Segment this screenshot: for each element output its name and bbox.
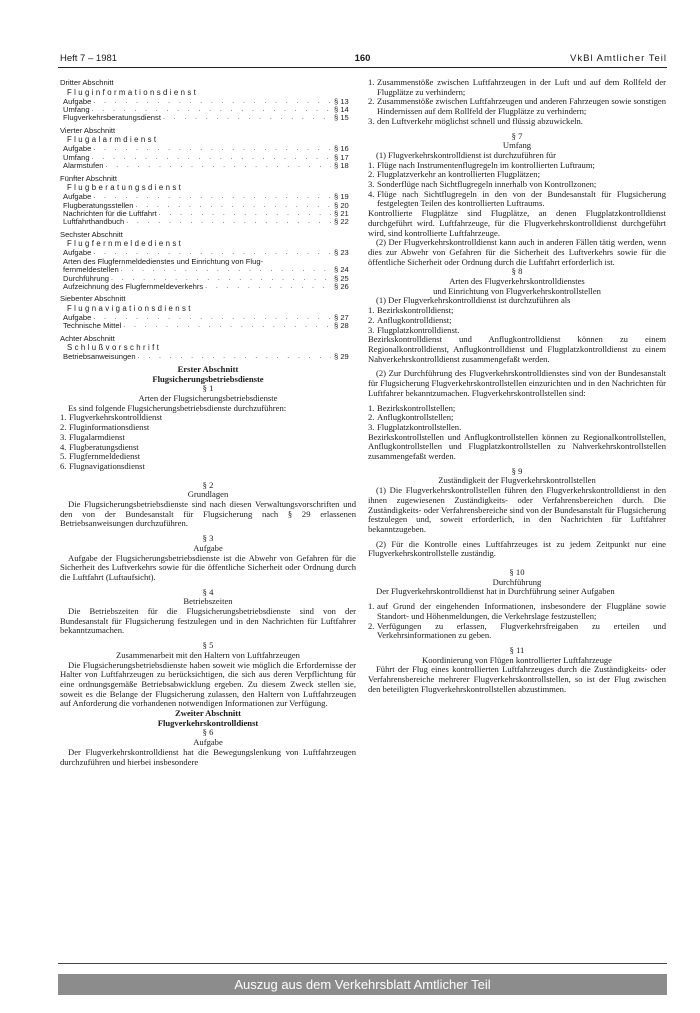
toc-block	[60, 334, 356, 362]
list-text: Anflugkontrolldienst;	[377, 314, 452, 325]
page-number: 160	[354, 53, 371, 64]
section-1-list	[60, 413, 356, 471]
list-text: auf Grund der eingehenden Informationen, insbesondere der Flugpläne sowie Standort- und Höhenmeldungen, die Verkehrslage festzustellen;	[377, 601, 666, 621]
section-5-text: Die Flugsicherungsbetriebsdienste haben soweit wie möglich die Erfordernisse der Halter von Luftfahrzeugen zu berücksichtigen, die sich aus deren Verpflichtung für eine ordnungsgemäße Betriebsabwicklung ergeben. Zu diesem Zweck stellen sie, soweit es die Belange der Flugsicherung zulassen, den Haltern von Luftfahrzeugen auf Anforderung die vorhandenen notwendigen Informationen zur Verfügung.	[60, 659, 356, 709]
toc-entry-title: Aufgabe	[63, 192, 92, 202]
toc-entry-title: Aufgabe	[63, 96, 92, 106]
toc-entry-paragraph: § 24	[334, 265, 349, 275]
toc-entry	[60, 114, 356, 122]
toc-entry-title: Aufgabe	[63, 248, 92, 258]
section-4-text: Die Betriebszeiten für die Flugsicherungsbetriebsdienste sind von der Bundesanstalt für Flugsicherung festzulegen und in den Nachrichten für Luftfahrer bekanntzumachen.	[60, 606, 356, 636]
section-9-number: § 9	[511, 465, 523, 476]
toc-leader-dots	[163, 114, 331, 122]
list-number: 1.	[60, 412, 67, 423]
section-5-title: Zusammenarbeit mit den Haltern von Luftfahrzeugen	[116, 649, 300, 660]
toc-section-name: Flugfernmeldedienst	[67, 239, 184, 249]
toc-entry-paragraph: § 15	[334, 113, 349, 123]
toc-section-name: Flugnavigationsdienst	[67, 304, 193, 314]
section-2-text: Die Flugsicherungsbetriebsdienste sind nach diesen Verwaltungsvorschriften und den von der Bundesanstalt für Flugsicherung nach § 29 erlassenen Betriebsanweisungen durchzuführen.	[60, 499, 356, 529]
section-8-title-2: und Einrichtung von Flugverkehrskontrollstellen	[433, 285, 601, 296]
list-text: Flugberatungsdienst	[69, 441, 139, 452]
toc-entry-title: Luftfahrthandbuch	[63, 217, 125, 227]
toc-entry-paragraph: § 21	[334, 209, 349, 219]
part2-subtitle: Flugverkehrskontrolldienst	[157, 717, 259, 728]
toc-section-label: Sechster Abschnitt	[60, 229, 123, 239]
toc-entry-paragraph: § 14	[334, 105, 349, 114]
section-7-list	[368, 161, 666, 210]
list-number: 1.	[368, 305, 375, 316]
section-1-title: Arten der Flugsicherungsbetriebsdienste	[138, 392, 278, 403]
toc-block	[60, 174, 356, 227]
toc-entry	[60, 322, 356, 330]
list-item	[368, 97, 666, 116]
publication-label: VkBl Amtlicher Teil	[570, 53, 667, 64]
toc-entry-title: Betriebsanweisungen	[63, 352, 136, 362]
list-text: Flüge nach Sichtflugregeln in den von der Bundesanstalt für Flugsicherung festgelegten Teilen des kontrollierten Luftraums.	[377, 188, 666, 209]
toc-entry-paragraph: § 26	[334, 282, 349, 292]
list-text: Verfügungen zu erlassen, Flugverkehrsfreigaben zu erteilen und Verkehrsinformationen zu geben.	[377, 620, 666, 641]
toc-entry	[60, 98, 356, 106]
toc-entry	[60, 145, 356, 153]
section-6-number: § 6	[202, 727, 214, 738]
toc-section-label: Dritter Abschnitt	[60, 78, 114, 87]
list-number: 2.	[368, 620, 375, 631]
section-11-title: Koordinierung von Flügen kontrollierter Luftfahrzeuge	[422, 654, 612, 665]
section-7-para1: (1) Flugverkehrskontrolldienst ist durchzuführen für	[376, 149, 556, 160]
list-number: 5.	[60, 451, 67, 462]
toc-entry-paragraph: § 23	[334, 248, 349, 258]
footer-banner: Auszug aus dem Verkehrsblatt Amtlicher Teil	[58, 974, 667, 995]
list-text: Flüge nach Instrumentenflugregeln im kontrollierten Luftraum;	[377, 159, 595, 170]
list-text: Fluginformationsdienst	[69, 422, 150, 433]
toc-section-name: Schlußvorschrift	[67, 343, 162, 353]
section-2-title: Grundlagen	[187, 489, 229, 500]
list-number: 2.	[368, 412, 375, 423]
list-text: Bezirkskontrolldienst;	[377, 305, 454, 316]
toc-entry-paragraph: § 18	[334, 161, 349, 171]
section-7-para2: (2) Der Flugverkehrskontrolldienst kann auch in anderen Fällen tätig werden, wenn dies zur Abwehr von Gefahren für die Sicherheit des Luftverkehrs sowie für die öffentliche Sicherheit oder Ordnung durch die Luftfahrt erforderlich ist.	[368, 237, 666, 267]
footer-rule	[58, 963, 667, 964]
toc-leader-dots	[106, 162, 331, 170]
toc-section-label: Fünfter Abschnitt	[60, 173, 117, 183]
section-3-title: Aufgabe	[193, 542, 223, 553]
toc-entry-paragraph: § 19	[334, 192, 349, 202]
toc-entry-title: Flugverkehrsberatungsdienst	[63, 113, 161, 123]
section-1-intro: Es sind folgende Flugsicherungsbetriebsdienste durchzuführen:	[68, 402, 287, 413]
toc-entry	[60, 218, 356, 226]
list-number: 1.	[368, 601, 375, 612]
toc-leader-dots	[205, 283, 331, 291]
list-text: Anflugkontrollstellen;	[377, 412, 454, 423]
section-4-title: Betriebszeiten	[183, 596, 233, 607]
list-number: 4.	[60, 441, 67, 452]
list-number: 2.	[368, 96, 375, 107]
toc-entry-title: Umfang	[63, 152, 90, 162]
section-6-text: Der Flugverkehrskontrolldienst hat die Bewegungslenkung von Luftfahrzeugen durchzuführen und hierbei insbesondere	[60, 746, 356, 767]
toc-leader-dots	[93, 314, 331, 322]
section-5-number: § 5	[202, 640, 214, 651]
list-number: 2.	[60, 422, 67, 433]
section-7-para1b: Kontrollierte Flugplätze sind Flugplätze, an denen Flugplatzkontrolldienst durchgeführt wird. Luftfahrzeuge, für die Flugverkehrskontrolldienst durchgeführt wird, sind kontrollierte Luftfahrzeuge.	[368, 208, 666, 238]
list-number: 1.	[368, 77, 375, 87]
toc-entry-title: Technische Mittel	[63, 321, 122, 331]
toc-section-label: Vierter Abschnitt	[60, 125, 116, 135]
toc-entry-title: Flugberatungsstellen	[63, 200, 134, 210]
toc-leader-dots	[121, 266, 331, 274]
section-8-list-2	[368, 404, 666, 433]
section-8-para1: (1) Der Flugverkehrskontrolldienst ist durchzuführen als	[376, 295, 571, 306]
section-8-para2: (2) Zur Durchführung des Flugverkehrskontrolldienstes sind von der Bundesanstalt für Flugsicherung Flugverkehrskontrollstellen einzurichten und in den Nachrichten für Luftfahrer bekanntzumachen. Flugverkehrskontrollstellen sind:	[368, 368, 666, 398]
section-9-title: Zuständigkeit der Flugverkehrskontrollstellen	[438, 475, 596, 486]
section-11-number: § 11	[509, 644, 525, 655]
section-10-title: Durchführung	[492, 576, 542, 587]
list-item	[368, 622, 666, 641]
toc-block	[60, 78, 356, 123]
section-3-number: § 3	[202, 533, 214, 544]
section-2-number: § 2	[202, 479, 214, 490]
list-item	[368, 117, 666, 127]
toc-entry-paragraph: § 16	[334, 144, 349, 154]
toc-entry-paragraph: § 20	[334, 200, 349, 210]
section-11-text: Führt der Flug eines kontrollierten Luftfahrzeuges durch die Zuständigkeits- oder Verfahrensbereiche mehrerer Flugverkehrskontrollstellen, so ist der Flug zwischen den beteiligten Flugverkehrskontrollstellen abzustimmen.	[368, 664, 666, 694]
list-item	[368, 190, 666, 209]
section-6-list	[368, 78, 666, 127]
toc-entry-title: Arten des Flugfernmeldedienstes und Einrichtung von Flug-	[63, 256, 264, 266]
toc-entry-paragraph: § 17	[334, 152, 349, 162]
toc-section-label: Achter Abschnitt	[60, 333, 115, 343]
toc-section-label: Siebenter Abschnitt	[60, 294, 126, 304]
left-column	[60, 78, 356, 767]
toc-entry-title: Nachrichten für die Luftfahrt	[63, 209, 157, 219]
section-9-para1: (1) Die Flugverkehrskontrollstellen führen den Flugverkehrskontrolldienst in den ihnen zugewiesenen Zuständigkeits- oder Verfahrensbereichen durch. Die Zuständigkeits- oder Verfahrensbereiche sind von der Bundesanstalt für Flugsicherung festzulegen und, soweit erforderlich, in den Nachrichten für Luftfahrer bekanntzugeben.	[368, 485, 666, 534]
toc-entry	[60, 283, 356, 291]
list-text: Flugverkehrskontrolldienst	[69, 412, 163, 423]
toc-leader-dots	[93, 98, 331, 106]
toc-entry-paragraph: § 27	[334, 313, 349, 323]
list-number: 3.	[368, 115, 375, 126]
part2-title: Zweiter Abschnitt	[175, 708, 241, 719]
section-7-number: § 7	[511, 130, 523, 141]
list-text: den Luftverkehr möglichst schnell und flüssig abzuwickeln.	[377, 115, 583, 126]
toc-entry-title: Aufzeichnung des Flugfernmeldeverkehrs	[63, 282, 204, 292]
list-number: 1.	[368, 159, 375, 170]
section-7-title: Umfang	[502, 140, 532, 151]
list-item	[60, 462, 356, 472]
list-text: Zusammenstöße zwischen Luftfahrzeugen und anderen Fahrzeugen sowie sonstigen Hindernissen auf dem Rollfeld der Flugplätze zu verhindern;	[377, 96, 666, 117]
section-8-para2b: Bezirkskontrollstellen und Anflugkontrollstellen können zu Regionalkontrollstellen, Anflugkontrollstellen und Flugplatzkontrollstellen zu Nahverkehrskontrollstellen zusammengefaßt werden.	[368, 431, 666, 462]
list-number: 3.	[60, 431, 67, 442]
toc-entry-title: Durchführung	[63, 273, 110, 283]
section-8-title-1: Arten des Flugverkehrskontrolldienstes	[449, 276, 585, 287]
toc-section-name: Fluginformationsdienst	[67, 87, 199, 97]
toc-block	[60, 126, 356, 171]
section-8-number: § 8	[511, 266, 523, 277]
list-number: 6.	[60, 460, 67, 471]
part1-subtitle: Flugsicherungsbetriebsdienste	[152, 373, 264, 384]
list-number: 3.	[368, 421, 375, 432]
toc-entry	[60, 162, 356, 170]
toc-leader-dots	[92, 154, 331, 162]
toc-leader-dots	[123, 322, 331, 330]
running-header	[58, 53, 667, 68]
toc-entry	[60, 154, 356, 162]
list-number: 2.	[368, 314, 375, 325]
toc-entry-title: Alarmstufen	[63, 161, 104, 171]
toc-entry-paragraph: § 29	[334, 352, 349, 362]
list-text: Flugnavigationsdienst	[69, 460, 145, 471]
list-number: 2.	[368, 169, 375, 180]
section-4-number: § 4	[202, 586, 214, 597]
toc-leader-dots	[159, 210, 331, 218]
toc-entry	[60, 353, 356, 361]
toc-block	[60, 230, 356, 292]
toc-leader-dots	[126, 218, 331, 226]
list-number: 3.	[368, 324, 375, 335]
section-10-list	[368, 602, 666, 641]
list-text: Flugplatzkontrolldienst.	[377, 324, 460, 335]
section-8-para1b: Bezirkskontrolldienst und Anflugkontrolldienst können zu einem Regionalkontrolldienst, Anflugkontrolldienst und Flugplatzkontrolldienst zu einem Nahverkehrskontrolldienst zusammengefaßt werden.	[368, 334, 666, 364]
table-of-contents	[60, 78, 356, 362]
section-9-para2: (2) Für die Kontrolle eines Luftfahrzeuges ist zu jedem Zeitpunkt nur eine Flugverkehrskontrollstelle zuständig.	[368, 538, 666, 559]
list-text: Sonderflüge nach Sichtflugregeln innerhalb von Kontrollzonen;	[377, 179, 597, 190]
section-1-number: § 1	[202, 383, 214, 394]
toc-entry-paragraph: § 22	[334, 217, 349, 227]
toc-entry-title: Umfang	[63, 105, 90, 114]
list-number: 1.	[368, 402, 375, 413]
list-text: Flugalarmdienst	[69, 431, 125, 442]
part1-title: Erster Abschnitt	[177, 363, 239, 374]
toc-entry-paragraph: § 25	[334, 273, 349, 283]
section-10-intro: Der Flugverkehrskontrolldienst hat in Durchführung seiner Aufgaben	[376, 586, 615, 597]
right-column	[368, 78, 666, 694]
toc-block	[60, 294, 356, 330]
section-3-text: Aufgabe der Flugsicherungsbetriebsdienste ist die Abwehr von Gefahren für die Sicherheit des Luftverkehrs sowie für die öffentliche Sicherheit oder Ordnung durch die Luftfahrt (Luftaufsicht).	[60, 552, 356, 582]
section-6-title: Aufgabe	[193, 737, 223, 748]
toc-leader-dots	[136, 202, 332, 210]
list-number: 3.	[368, 179, 375, 190]
toc-entry-title: fernmeldestellen	[63, 265, 119, 275]
toc-section-name: Flugberatungsdienst	[67, 183, 184, 193]
toc-entry-title: Aufgabe	[63, 313, 92, 323]
list-item	[368, 78, 666, 97]
section-10-number: § 10	[509, 567, 525, 578]
section-8-list-1	[368, 306, 666, 335]
toc-entry-title: Aufgabe	[63, 144, 92, 154]
list-text: Zusammenstöße zwischen Luftfahrzeugen in der Luft und auf dem Rollfeld der Flugplätze zu verhindern;	[377, 77, 666, 97]
list-text: Flugplatzverkehr an kontrollierten Flugplätzen;	[377, 169, 540, 180]
issue-label: Heft 7 – 1981	[60, 53, 118, 64]
list-text: Flugplatzkontrollstellen.	[377, 421, 462, 432]
list-text: Bezirkskontrollstellen;	[377, 402, 456, 413]
toc-entry-paragraph: § 13	[334, 96, 349, 106]
toc-leader-dots	[138, 353, 331, 361]
toc-entry-paragraph: § 28	[334, 321, 349, 331]
list-number: 4.	[368, 188, 375, 199]
toc-leader-dots	[93, 145, 331, 153]
list-item	[368, 602, 666, 621]
toc-section-name: Flugalarmdienst	[67, 135, 159, 145]
list-text: Flugfernmeldedienst	[69, 451, 141, 462]
